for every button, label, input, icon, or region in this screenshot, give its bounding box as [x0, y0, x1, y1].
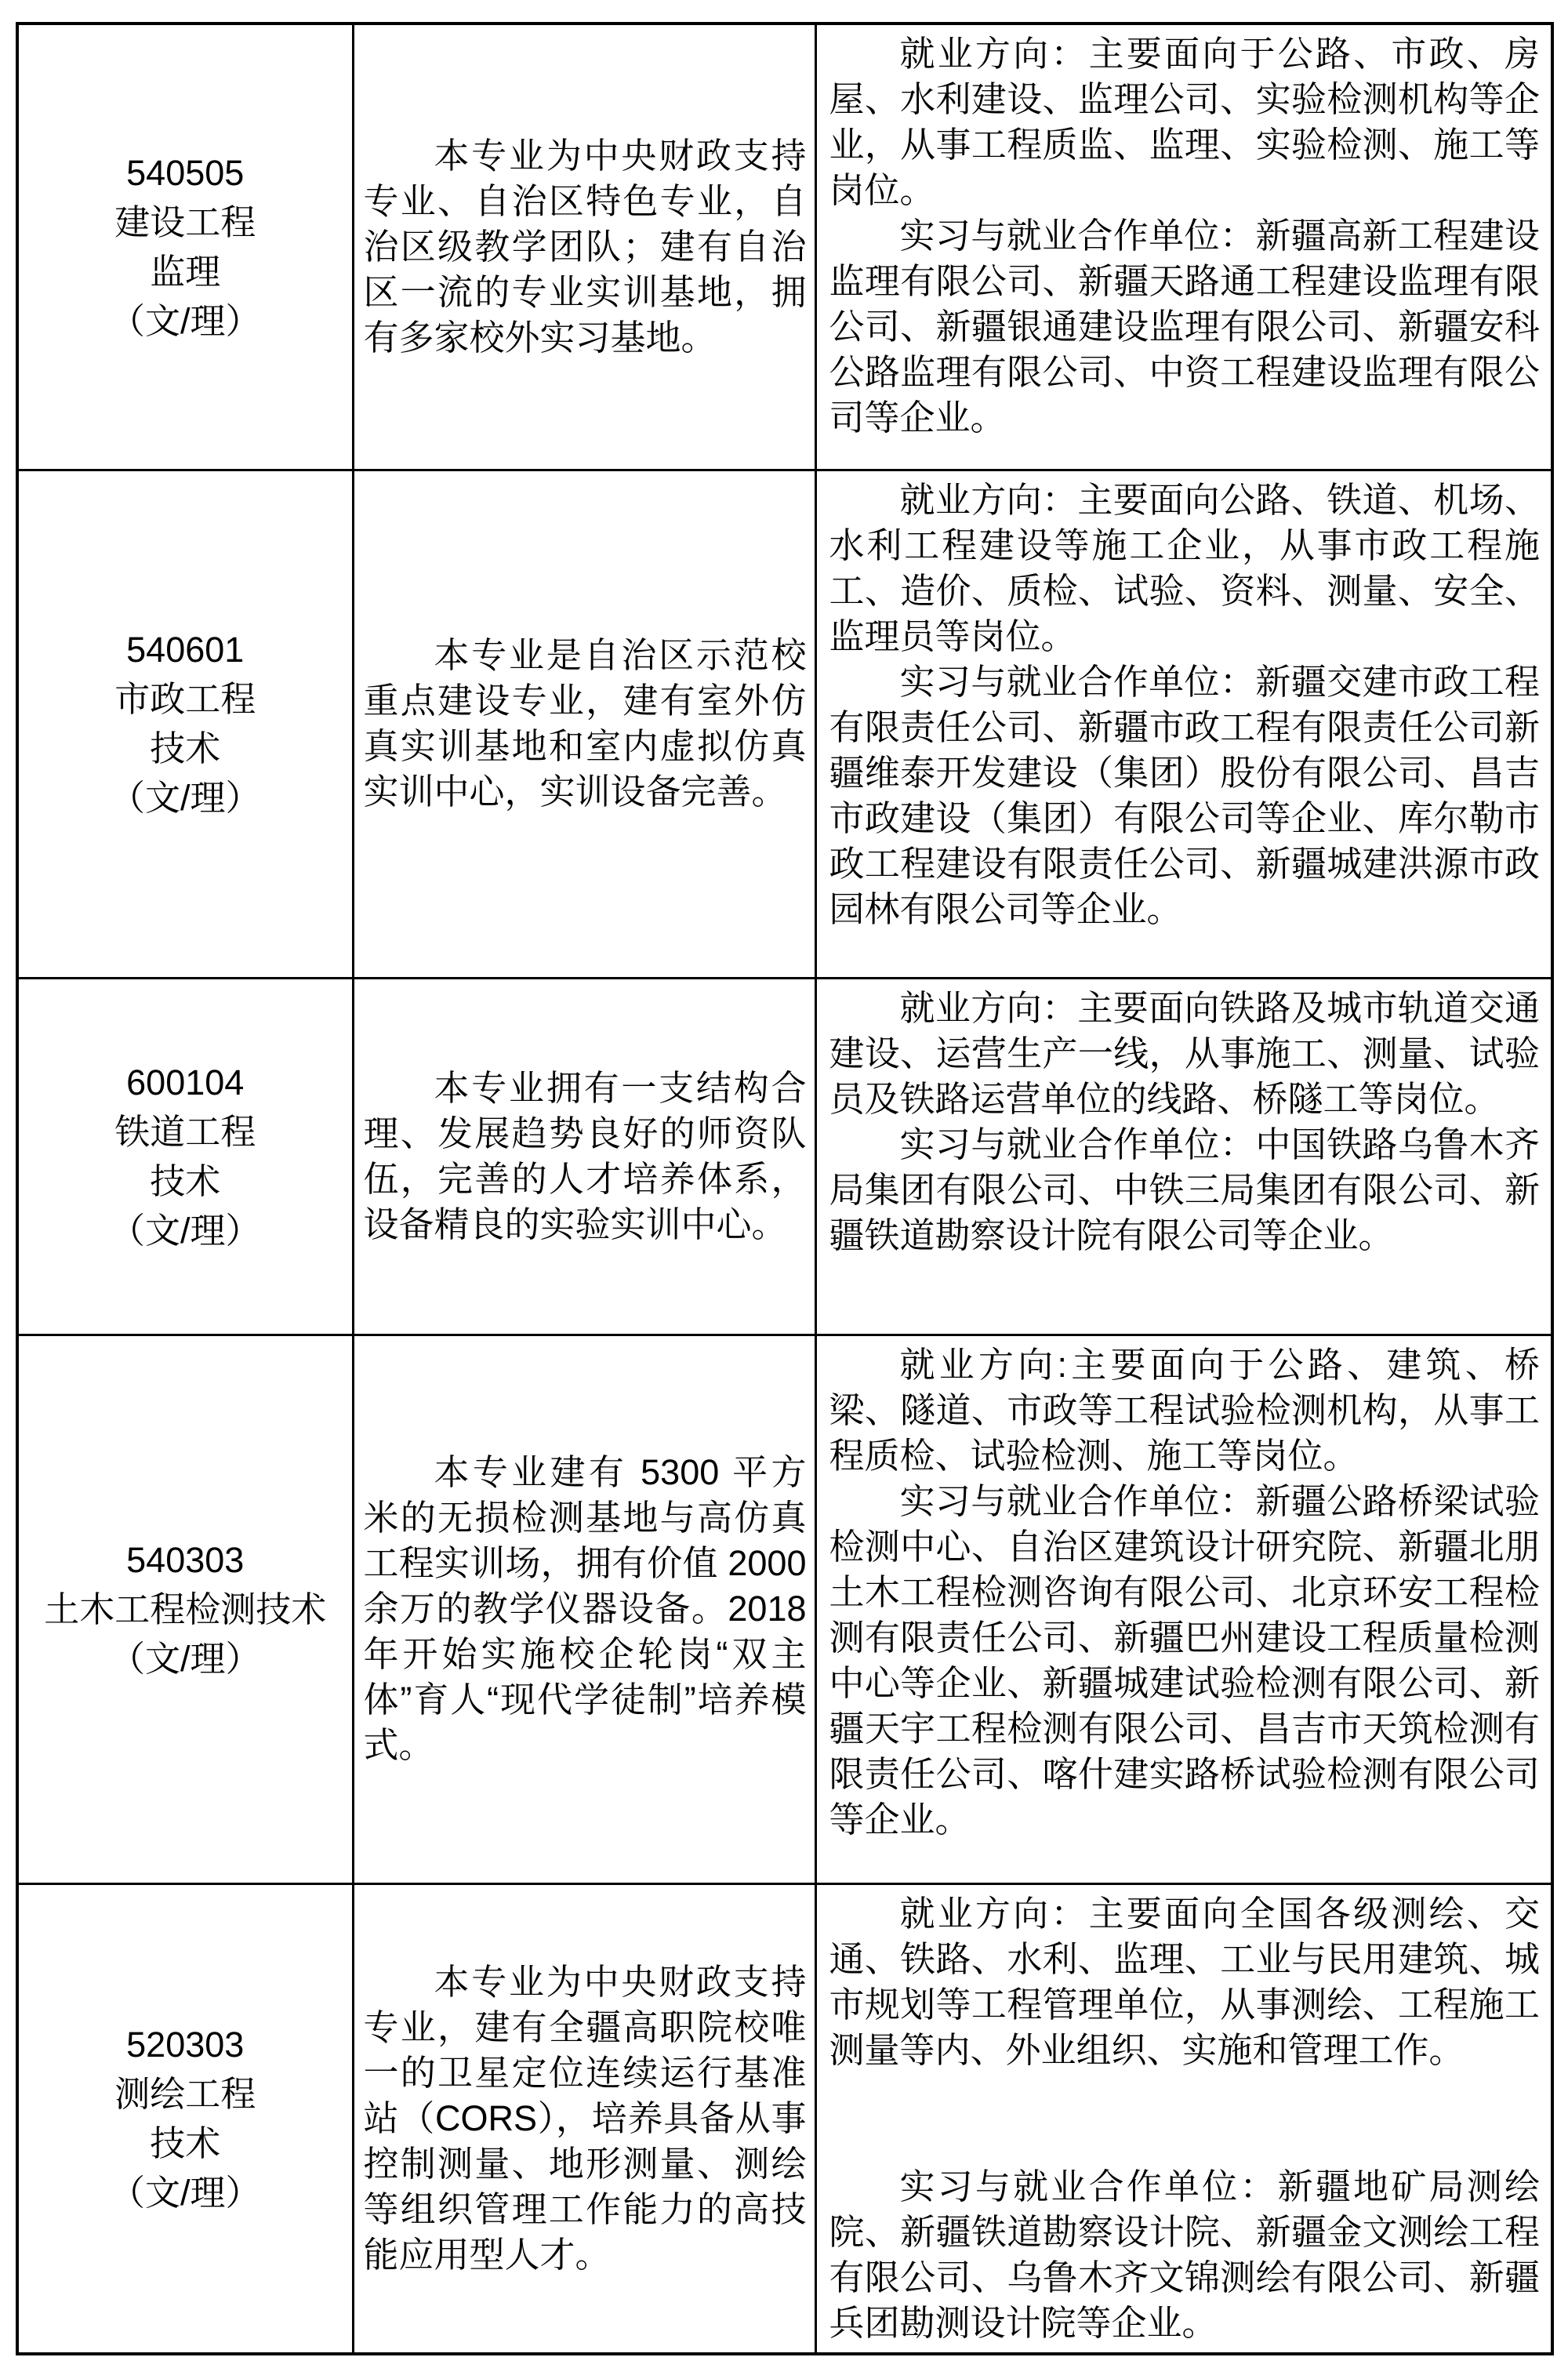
intro-cell — [353, 978, 815, 1335]
major-track: （文/理） — [109, 1638, 261, 1679]
major-code: 540303 — [126, 1539, 245, 1580]
major-cell — [17, 1335, 353, 1883]
partners-paragraph: 实习与就业合作单位：新疆高新工程建设监理有限公司、新疆天路通工程建设监理有限公司、新疆银通建设监理有限公司、新疆安科公路监理有限公司、中资工程建设监理有限公司等企业。 — [829, 216, 1540, 438]
table-row — [17, 978, 1552, 1335]
employment-cell — [815, 470, 1552, 978]
employment-paragraph: 就业方向：主要面向公路、铁道、机场、水利工程建设等施工企业，从事市政工程施工、造价、质检、试验、资料、测量、安全、监理员等岗位。 — [829, 479, 1540, 656]
major-name-line: 技术 — [150, 1160, 221, 1201]
majors-table — [16, 22, 1554, 2355]
major-cell — [17, 978, 353, 1335]
intro-cell — [353, 24, 815, 470]
major-name-line: 土木工程检测技术 — [44, 1589, 327, 1629]
major-code: 540601 — [126, 630, 245, 670]
employment-cell — [815, 1883, 1552, 2354]
intro-paragraph: 本专业拥有一支结构合理、发展趋势良好的师资队伍，完善的人才培养体系，设备精良的实验实训中心。 — [363, 1067, 807, 1244]
employment-paragraph: 就业方向：主要面向全国各级测绘、交通、铁路、水利、监理、工业与民用建筑、城市规划等工程管理单位，从事测绘、工程施工测量等内、外业组织、实施和管理工作。 — [829, 1893, 1540, 2070]
table-row — [17, 24, 1552, 470]
intro-paragraph: 本专业是自治区示范校重点建设专业，建有室外仿真实训基地和室内虚拟仿真实训中心，实训设备完善。 — [363, 635, 807, 812]
intro-cell — [353, 1883, 815, 2354]
intro-paragraph: 本专业建有 5300 平方米的无损检测基地与高仿真工程实训场，拥有价值 2000 余万的教学仪器设备。2018 年开始实施校企轮岗“双主体”育人“现代学徒制”培养模式。 — [363, 1452, 807, 1765]
major-code: 540505 — [126, 152, 245, 193]
table-row — [17, 470, 1552, 978]
major-name-line: 监理 — [150, 251, 221, 292]
major-name-line: 铁道工程 — [114, 1111, 256, 1152]
major-name-line: 建设工程 — [114, 202, 256, 242]
table-row — [17, 1883, 1552, 2354]
employment-paragraph: 就业方向:主要面向于公路、建筑、桥梁、隧道、市政等工程试验检测机构，从事工程质检、试验检测、施工等岗位。 — [829, 1344, 1540, 1476]
major-track: （文/理） — [109, 300, 261, 341]
major-code: 520303 — [126, 2024, 245, 2065]
employment-paragraph: 就业方向：主要面向于公路、市政、房屋、水利建设、监理公司、实验检测机构等企业，从事工程质监、监理、实验检测、施工等岗位。 — [829, 34, 1540, 210]
partners-paragraph: 实习与就业合作单位：新疆交建市政工程有限责任公司、新疆市政工程有限责任公司新疆维泰开发建设（集团）股份有限公司、昌吉市政建设（集团）有限公司等企业、库尔勒市政工程建设有限责任公司、新疆城建洪源市政园林有限公司等企业。 — [829, 661, 1540, 929]
partners-paragraph: 实习与就业合作单位：中国铁路乌鲁木齐局集团有限公司、中铁三局集团有限公司、新疆铁道勘察设计院有限公司等企业。 — [829, 1124, 1540, 1255]
major-track: （文/理） — [109, 2172, 261, 2213]
partners-paragraph: 实习与就业合作单位：新疆公路桥梁试验检测中心、自治区建筑设计研究院、新疆北朋土木工程检测咨询有限公司、北京环安工程检测有限责任公司、新疆巴州建设工程质量检测中心等企业、新疆城建试验检测有限公司、新疆天宇工程检测有限公司、昌吉市天筑检测有限责任公司、喀什建实路桥试验检测有限公司等企业。 — [829, 1480, 1540, 1840]
major-name-line: 测绘工程 — [114, 2073, 256, 2114]
major-code: 600104 — [126, 1062, 245, 1102]
major-cell — [17, 470, 353, 978]
partners-paragraph: 实习与就业合作单位：新疆地矿局测绘院、新疆铁道勘察设计院、新疆金文测绘工程有限公司、乌鲁木齐文锦测绘有限公司、新疆兵团勘测设计院等企业。 — [829, 2166, 1540, 2343]
major-cell — [17, 1883, 353, 2354]
major-name-line: 市政工程 — [114, 679, 256, 719]
employment-cell — [815, 24, 1552, 470]
major-track: （文/理） — [109, 1210, 261, 1251]
employment-cell — [815, 1335, 1552, 1883]
intro-paragraph: 本专业为中央财政支持专业，建有全疆高职院校唯一的卫星定位连续运行基准站（CORS），培养具备从事控制测量、地形测量、测绘等组织管理工作能力的高技能应用型人才。 — [363, 1961, 807, 2275]
employment-cell — [815, 978, 1552, 1335]
employment-paragraph: 就业方向：主要面向铁路及城市轨道交通建设、运营生产一线，从事施工、测量、试验员及铁路运营单位的线路、桥隧工等岗位。 — [829, 987, 1540, 1119]
major-track: （文/理） — [109, 778, 261, 818]
major-name-line: 技术 — [150, 728, 221, 768]
major-cell — [17, 24, 353, 470]
table-row — [17, 1335, 1552, 1883]
major-name-line: 技术 — [150, 2123, 221, 2163]
intro-cell — [353, 1335, 815, 1883]
intro-paragraph: 本专业为中央财政支持专业、自治区特色专业，自治区级教学团队；建有自治区一流的专业实训基地，拥有多家校外实习基地。 — [363, 135, 807, 358]
intro-cell — [353, 470, 815, 978]
